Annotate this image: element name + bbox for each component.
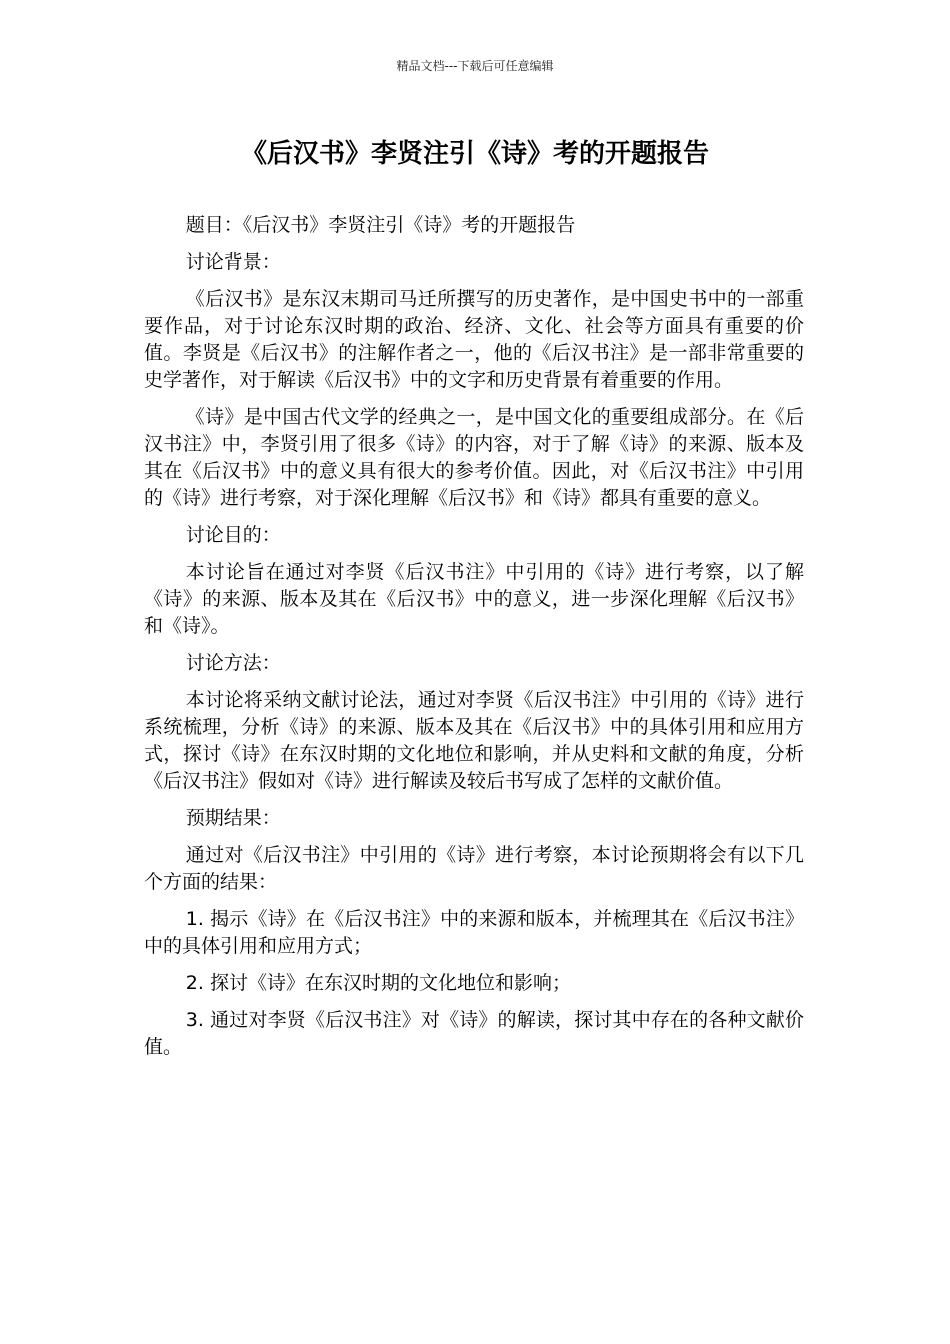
list-item-result-1: 1. 揭示《诗》在《后汉书注》中的来源和版本，并梳理其在《后汉书注》中的具体引用和应用方式； bbox=[144, 908, 804, 957]
page-header: 精品文档---下载后可任意编辑 bbox=[396, 59, 554, 73]
section-heading-background: 讨论背景： bbox=[185, 251, 281, 273]
section-heading-method: 讨论方法： bbox=[185, 652, 281, 674]
section-heading-purpose: 讨论目的： bbox=[185, 524, 281, 546]
paragraph-background-1: 《后汉书》是东汉末期司马迁所撰写的历史著作，是中国史书中的一部重要作品，对于讨论东汉时期的政治、经济、文化、社会等方面具有重要的价值。李贤是《后汉书》的注解作者之一，他的《后汉书注》是一部非常重要的史学著作，对于解读《后汉书》中的文字和历史背景有着重要的作用。 bbox=[144, 288, 804, 391]
document-body bbox=[144, 212, 804, 1071]
paragraph-method: 本讨论将采纳文献讨论法，通过对李贤《后汉书注》中引用的《诗》进行系统梳理，分析《诗》的来源、版本及其在《后汉书》中的具体引用和应用方式，探讨《诗》在东汉时期的文化地位和影响，并从史料和文献的角度，分析《后汉书注》假如对《诗》进行解读及较后书写成了怎样的文献价值。 bbox=[144, 689, 804, 792]
list-item-result-3: 3. 通过对李贤《后汉书注》对《诗》的解读，探讨其中存在的各种文献价值。 bbox=[144, 1009, 804, 1058]
paragraph-background-2: 《诗》是中国古代文学的经典之一，是中国文化的重要组成部分。在《后汉书注》中，李贤引用了很多《诗》的内容，对于了解《诗》的来源、版本及其在《后汉书》中的意义具有很大的参考价值。因此，对《后汉书注》中引用的《诗》进行考察，对于深化理解《后汉书》和《诗》都具有重要的意义。 bbox=[144, 406, 804, 509]
list-item-result-2: 2. 探讨《诗》在东汉时期的文化地位和影响； bbox=[185, 972, 571, 994]
section-heading-results: 预期结果： bbox=[185, 807, 281, 829]
paragraph-purpose: 本讨论旨在通过对李贤《后汉书注》中引用的《诗》进行考察，以了解《诗》的来源、版本及其在《后汉书》中的意义，进一步深化理解《后汉书》和《诗》。 bbox=[144, 561, 804, 637]
document-title: 《后汉书》李贤注引《诗》考的开题报告 bbox=[240, 139, 709, 169]
paragraph-results-intro: 通过对《后汉书注》中引用的《诗》进行考察，本讨论预期将会有以下几个方面的结果： bbox=[144, 844, 804, 893]
paragraph-subject: 题目：《后汉书》李贤注引《诗》考的开题报告 bbox=[185, 214, 576, 236]
